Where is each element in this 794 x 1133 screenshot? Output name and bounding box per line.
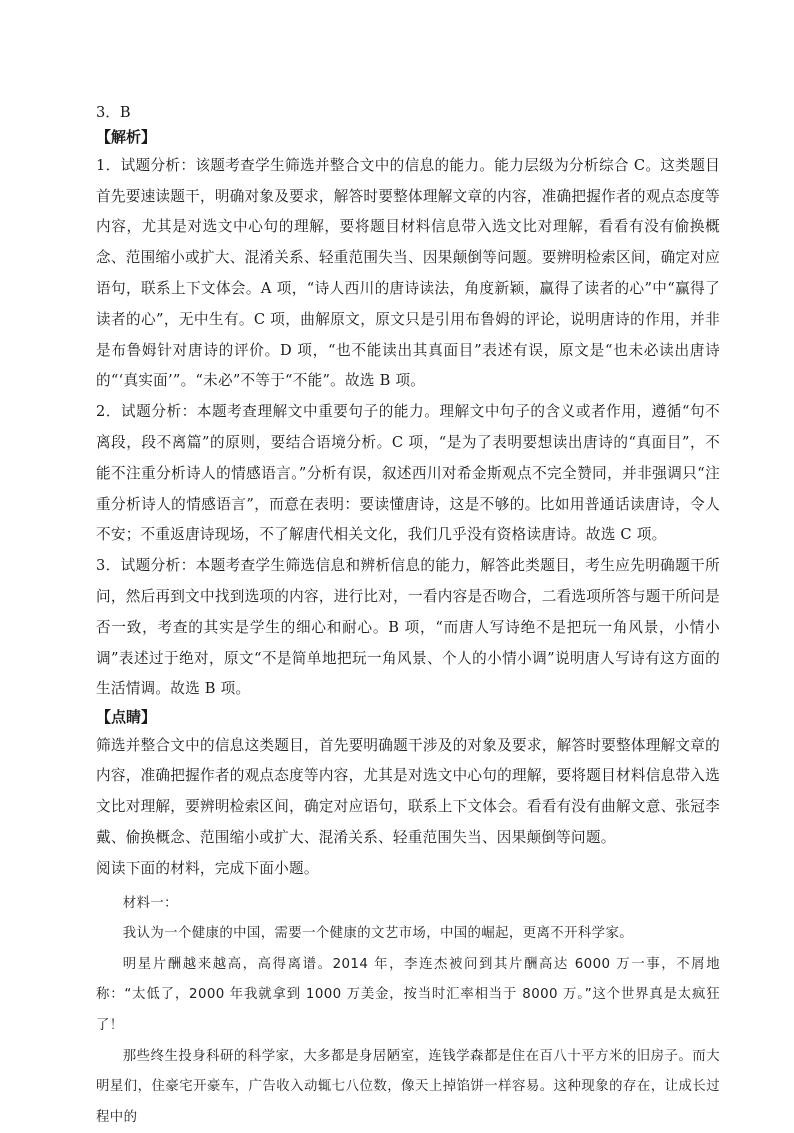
- reading-prompt: 阅读下面的材料，完成下面小题。: [96, 859, 319, 877]
- material-paragraph-3: 那些终生投身科研的科学家，大多都是身居陋室，连钱学森都是住在百八十平方米的旧房子。而大明星们，住豪宅开豪车，广告收入动辄七八位数，像天上掉馅饼一样容易。这种现象的存在，让成长过程中的: [96, 1048, 720, 1125]
- analysis-item-3: 3．试题分析：本题考查学生筛选信息和辨析信息的能力，解答此类题目，考生应先明确题干所问，然后再到文中找到选项的内容，进行比对，一看内容是否吻合，二看选项所答与题干所问是否一致，考查的其实是学生的细心和耐心。B 项，“而唐人写诗绝不是把玩一角风景，小情小调”表述过于绝对，原文“不是简单地把玩一角风景、个人的小情小调”说明唐人写诗有这方面的生活情调。故选 B 项。: [96, 557, 720, 698]
- analysis-item-2: 2．试题分析：本题考查理解文中重要句子的能力。理解文中句子的含义或者作用，遵循“句不离段，段不离篇”的原则，要结合语境分析。C 项，“是为了表明要想读出唐诗的“真面目”，不能不注重分析诗人的情感语言。”分析有误，叙述西川对希金斯观点不完全赞同，并非强调只“注重分析诗人的情感语言”，而意在表明：要读懂唐诗，这是不够的。比如用普通话读唐诗，令人不安；不重返唐诗现场，不了解唐代相关文化，我们几乎没有资格读唐诗。故选 C 项。: [96, 403, 720, 544]
- material-paragraph-1: 我认为一个健康的中国，需要一个健康的文艺市场，中国的崛起，更离不开科学家。: [122, 926, 634, 942]
- material-section: [96, 889, 720, 1133]
- material-paragraph-2: 明星片酬越来越高，高得离谱。2014 年，李连杰被问到其片酬高达 6000 万一事，不屑地称：“太低了，2000 年我就拿到 1000 万美金，按当时汇率相当于 8000 万。”这个世界真是太疯狂了！: [96, 956, 720, 1033]
- answer-line: 3．B: [96, 104, 131, 121]
- tips-text: 筛选并整合文中的信息这类题目，首先要明确题干涉及的对象及要求，解答时要整体理解文章的内容，准确把握作者的观点态度等内容，尤其是对选文中心句的理解，要将题目材料信息带入选文比对理解，要辨明检索区间，确定对应语句，联系上下文体会。看看有没有曲解文意、张冠李戴、偷换概念、范围缩小或扩大、混淆关系、轻重范围失当、因果颠倒等问题。: [96, 736, 720, 846]
- analysis-heading: 【解析】: [96, 128, 157, 147]
- tips-heading: 【点睛】: [96, 708, 157, 727]
- document-page: [96, 100, 720, 1133]
- material-label: 材料一：: [122, 895, 178, 911]
- analysis-item-1: 1．试题分析：该题考查学生筛选并整合文中的信息的能力。能力层级为分析综合 C。这类题目首先要速读题干，明确对象及要求，解答时要整体理解文章的内容，准确把握作者的观点态度等内容，尤其是对选文中心句的理解，要将题目材料信息带入选文比对理解，看看有没有偷换概念、范围缩小或扩大、混淆关系、轻重范围失当、因果颠倒等问题。要辨明检索区间，确定对应语句，联系上下文体会。A 项，“诗人西川的唐诗读法，角度新颖，赢得了读者的心”中“赢得了读者的心”，无中生有。C 项，曲解原文，原文只是引用布鲁姆的评论，说明唐诗的作用，并非是布鲁姆针对唐诗的评价。D 项，“也不能读出其真面目”表述有误，原文是“也未必读出唐诗的“‘真实面’”。“未必”不等于“不能”。故选 B 项。: [96, 156, 721, 390]
